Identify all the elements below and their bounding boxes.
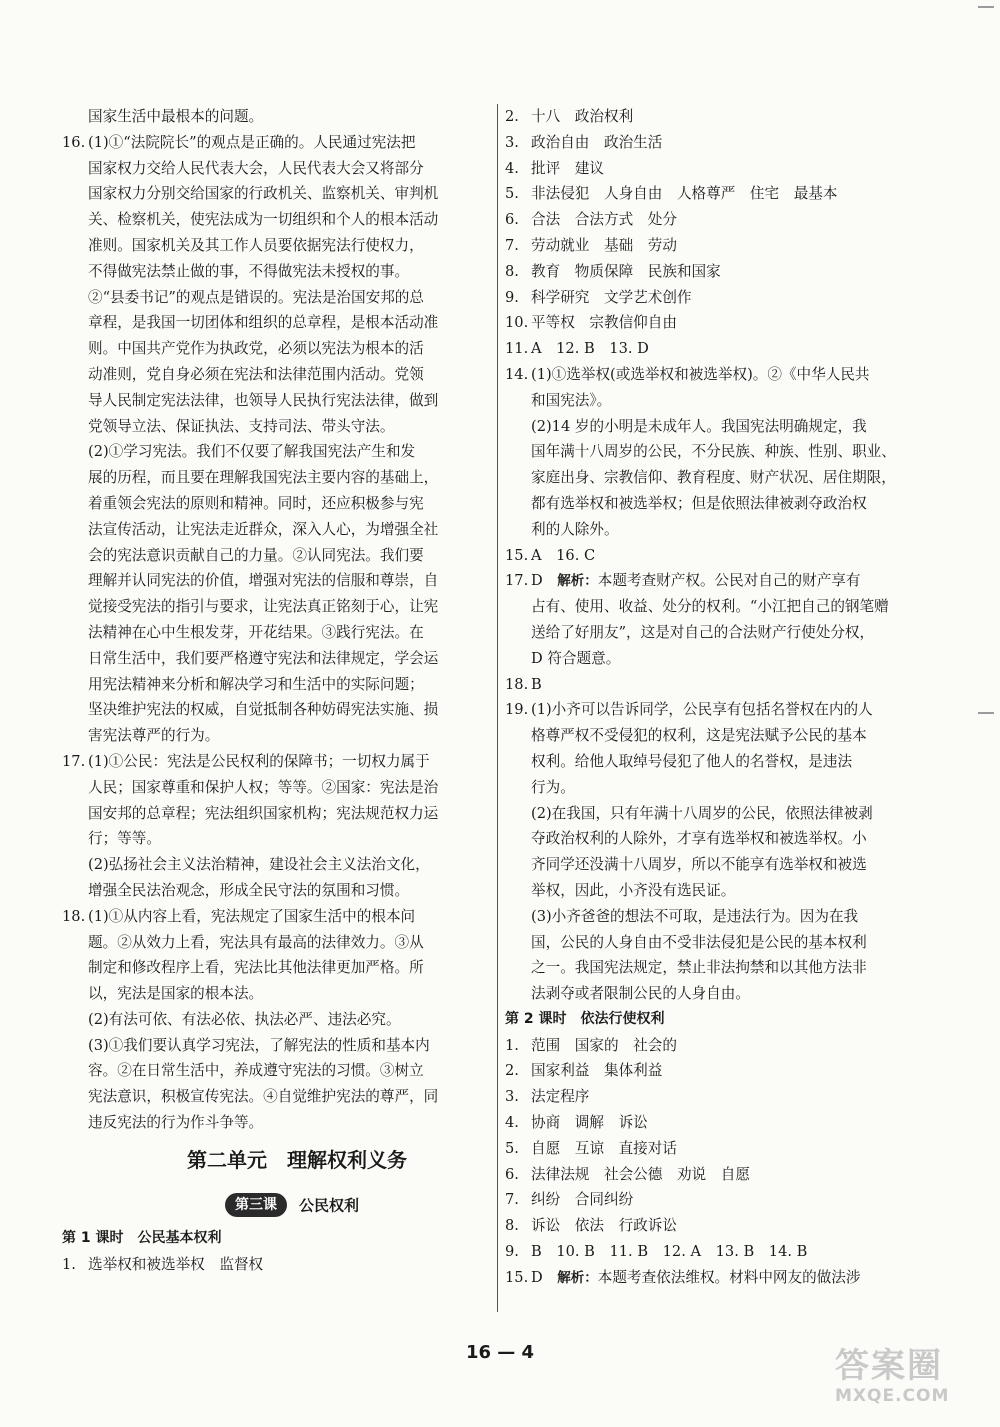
answer-line: 觉接受宪法的指引与要求，让宪法真正铭刻于心，让宪 [88,598,439,616]
question-number: 9. [505,1243,519,1261]
answer-text: (1)①选举权(或选举权和被选举权)。②《中华人民共 [531,365,870,383]
analysis-label: 解析： [557,1269,598,1286]
answer-text: B [531,675,542,693]
answer-item [505,1110,930,1136]
question-number: 1. [62,1255,76,1273]
answer-item [505,1084,930,1110]
answer-line: (3)①我们要认真学习宪法，了解宪法的性质和基本内 [88,1036,430,1054]
answer-text: 选举权和被选举权 监督权 [88,1255,264,1273]
answer-line: 制定和修改程序上看，宪法比其他法律更加严格。所 [88,959,424,977]
answer-text: 十八 政治权利 [531,108,634,125]
answer-item [505,1239,930,1265]
answer-text: 协商 调解 诉讼 [531,1114,648,1132]
answer-line: 国家权力交给人民代表大会，人民代表大会又将部分 [88,159,424,177]
question-number: 6. [505,211,519,229]
answer-item [505,336,930,362]
question-number: 4. [505,159,519,177]
answer-line: (2)有法可依、有法必依、执法必严、违法必究。 [88,1010,401,1028]
answer-text: 本题考查依法维权。材料中网友的做法涉 [597,1268,861,1286]
question-number: 9. [505,288,519,306]
answer-line: 法宣传活动，让宪法走近群众，深入人心，为增强全社 [88,520,439,538]
question-number: 18. [505,675,529,693]
answer-item [62,749,492,775]
answer-line: (2)①学习宪法。我们不仅要了解我国宪法产生和发 [88,443,416,461]
answer-item [505,1136,930,1162]
left-column [62,104,492,1277]
answer-line: 送给了好朋友”，这是对自己的合法财产行使处分权， [531,623,875,641]
answer-line: 家庭出身、宗教信仰、教育程度、财产状况、居住期限， [531,469,896,487]
answer-line: 章程，是我国一切团体和组织的总章程，是根本活动准 [88,314,439,332]
question-number: 3. [505,1088,519,1106]
answer-text: (1)①从内容上看，宪法规定了国家生活中的根本问 [88,907,416,925]
answer-item [505,233,930,259]
edge-crop-mark [978,712,994,726]
answer-line: (2)弘扬社会主义法治精神，建设社会主义法治文化， [88,856,430,874]
question-number: 1. [505,1036,519,1054]
answer-item [505,1213,930,1239]
answer-text: 范围 国家的 社会的 [531,1036,677,1054]
answer-line: ②“县委书记”的观点是错误的。宪法是治国安邦的总 [88,288,424,306]
answer-text: 国家利益 集体利益 [531,1062,663,1080]
answer-line: 国，公民的人身自由不受非法侵犯是公民的基本权利 [531,933,867,951]
answer-line: 夺政治权利的人除外，才享有选举权和被选举权。小 [531,830,867,848]
answer-line: 法精神在心中生根发芽，开花结果。③践行宪法。在 [88,623,424,641]
question-number: 8. [505,262,519,280]
answer-item [505,156,930,182]
answer-text: 劳动就业 基础 劳动 [531,236,677,254]
answer-line: D 符合题意。 [531,649,621,667]
answer-text: A 12. B 13. D [531,340,649,358]
question-number: 5. [505,185,519,203]
answer-text: 诉讼 依法 行政诉讼 [531,1217,677,1235]
answer-text: 教育 物质保障 民族和国家 [531,262,721,280]
answer-text: 法律法规 社会公德 劝说 自愿 [531,1165,750,1183]
answer-text: 科学研究 文学艺术创作 [531,288,692,306]
answer-line: 会的宪法意识贡献自己的力量。②认同宪法。我们要 [88,546,424,564]
question-number: 11. [505,340,529,358]
answer-line: 人民；国家尊重和保护人权；等等。②国家：宪法是治 [88,778,439,796]
answer-line: 都有选举权和被选举权；但是依照法律被剥夺政治权 [531,494,867,512]
answer-item [505,181,930,207]
question-number: 17. [62,752,86,770]
answer-line: 国家生活中最根本的问题。 [88,108,264,125]
answer-line: 行；等等。 [88,830,161,848]
lesson-title: 公民权利 [298,1196,359,1215]
answer-line: 动准则，党自身必须在宪法和法律范围内活动。党领 [88,365,424,383]
period-heading: 第 1 课时 公民基本权利 [62,1229,222,1246]
answer-line: 格尊严权不受侵犯的权利，这是宪法赋予公民的基本 [531,727,867,745]
answer-text: B 10. B 11. B 12. A 13. B 14. B [531,1243,808,1261]
answer-choice: D [531,572,558,590]
answer-line: (2)在我国，只有年满十八周岁的公民，依照法律被剥 [531,804,873,822]
page-number: 16 — 4 [465,1342,535,1363]
question-number: 7. [505,236,519,254]
answer-line: 利的人除外。 [531,520,619,538]
answer-text: 纠纷 合同纠纷 [531,1191,634,1209]
question-number: 16. [62,133,86,151]
question-number: 18. [62,907,86,925]
answer-text: A 16. C [531,546,596,564]
answer-line: 以，宪法是国家的根本法。 [88,985,264,1003]
edge-crop-mark [978,6,994,20]
answer-line: 不得做宪法禁止做的事，不得做宪法未授权的事。 [88,262,410,280]
answer-item [505,362,930,388]
answer-text: 批评 建议 [531,159,604,177]
answer-line: 日常生活中，我们要严格遵守宪法和法律规定，学会运 [88,649,439,667]
answer-line: 行为。 [531,778,575,796]
answer-item [505,1187,930,1213]
question-number: 17. [505,572,529,590]
answer-line: 违反宪法的行为作斗争等。 [88,1114,264,1132]
answer-line: 国年满十八周岁的公民，不分民族、种族、性别、职业、 [531,443,896,461]
analysis-label: 解析： [557,573,598,590]
question-number: 4. [505,1114,519,1132]
watermark-logo [835,1346,985,1418]
answer-text: (1)①公民：宪法是公民权利的保障书；一切权力属于 [88,752,430,770]
watermark-text: 答案圈 [835,1346,943,1386]
answer-item [505,310,930,336]
answer-item [62,130,492,156]
answer-line: 之一。我国宪法规定，禁止非法拘禁和以其他方法非 [531,959,867,977]
answer-line: 害宪法尊严的行为。 [88,727,220,745]
question-number: 2. [505,1062,519,1080]
answer-text: 法定程序 [531,1088,590,1106]
answer-item [505,285,930,311]
question-number: 19. [505,701,529,719]
answer-line: 党领导立法、保证执法、支持司法、带头守法。 [88,417,395,435]
question-number: 7. [505,1191,519,1209]
question-number: 6. [505,1165,519,1183]
answer-line: (2)14 岁的小明是未成年人。我国宪法明确规定，我 [531,417,867,435]
answer-line: (3)小齐爸爸的想法不可取，是违法行为。因为在我 [531,907,859,925]
answer-line: 容。②在日常生活中，养成遵守宪法的习惯。③树立 [88,1062,424,1080]
lesson-heading [62,1184,492,1226]
answer-text: 平等权 宗教信仰自由 [531,314,677,332]
question-number: 5. [505,1139,519,1157]
answer-text: (1)小齐可以告诉同学，公民享有包括名誉权在内的人 [531,701,873,719]
question-number: 15. [505,546,529,564]
answer-item [505,672,930,698]
answer-line: 坚决维护宪法的权威，自觉抵制各种妨碍宪法实施、损 [88,701,439,719]
watermark-url: MXQE.COM [835,1386,950,1406]
answer-line: 题。②从效力上看，宪法具有最高的法律效力。③从 [88,933,424,951]
answer-line: 准则。国家机关及其工作人员要依据宪法行使权力， [88,236,424,254]
answer-line: 用宪法精神来分析和解决学习和生活中的实际问题； [88,675,424,693]
answer-line: 展的历程，而且要在理解我国宪法主要内容的基础上， [88,469,439,487]
answer-line: 国家权力分别交给国家的行政机关、监察机关、审判机 [88,185,439,203]
answer-line: 和国宪法》。 [531,391,612,409]
answer-line: 增强全民法治观念，形成全民守法的氛围和习惯。 [88,881,410,899]
answer-text: 自愿 互谅 直接对话 [531,1139,677,1157]
right-column [505,104,930,1291]
question-number: 14. [505,365,529,383]
answer-item [505,207,930,233]
question-number: 2. [505,108,519,125]
question-number: 3. [505,133,519,151]
answer-line: 占有、使用、收益、处分的权利。“小江把自己的钢笔赠 [531,598,889,616]
answer-text: 政治自由 政治生活 [531,133,663,151]
answer-line: 举权，因此，小齐没有选民证。 [531,881,736,899]
answer-text: 合法 合法方式 处分 [531,211,677,229]
answer-item [505,1265,930,1291]
answer-item [505,259,930,285]
answer-item [505,568,930,594]
question-number: 15. [505,1268,529,1286]
answer-item [505,697,930,723]
answer-line: 导人民制定宪法法律，也领导人民执行宪法法律，做到 [88,391,439,409]
answer-item [505,1162,930,1188]
answer-choice: D [531,1268,558,1286]
answer-text: 本题考查财产权。公民对自己的财产享有 [597,572,861,590]
answer-text: 非法侵犯 人身自由 人格尊严 住宅 最基本 [531,185,838,203]
answer-item [505,1033,930,1059]
answer-line: 关、检察机关，使宪法成为一切组织和个人的根本活动 [88,211,439,229]
answer-item [62,1252,492,1278]
answer-line: 理解并认同宪法的价值，增强对宪法的信服和尊崇，自 [88,572,439,590]
lesson-badge: 第三课 [225,1193,287,1217]
answer-line: 国安邦的总章程；宪法组织国家机构；宪法规范权力运 [88,804,439,822]
answer-line: 着重领会宪法的原则和精神。同时，还应积极参与宪 [88,494,424,512]
answer-item [62,904,492,930]
answer-item [505,130,930,156]
answer-line: 则。中国共产党作为执政党，必须以宪法为根本的活 [88,340,424,358]
column-divider [497,104,498,1312]
question-number: 10. [505,314,529,332]
answer-item [505,543,930,569]
unit-title: 第二单元 理解权利义务 [187,1147,407,1172]
answer-line: 权利。给他人取绰号侵犯了他人的名誉权，是违法 [531,752,853,770]
answer-item [505,1058,930,1084]
answer-line: 齐同学还没满十八周岁，所以不能享有选举权和被选 [531,856,867,874]
answer-text: (1)①“法院院长”的观点是正确的。人民通过宪法把 [88,133,416,151]
period-heading: 第 2 课时 依法行使权利 [505,1010,665,1027]
answer-item [505,104,930,130]
question-number: 8. [505,1217,519,1235]
answer-line: 宪法意识，积极宣传宪法。④自觉维护宪法的尊严，同 [88,1088,439,1106]
answer-line: 法剥夺或者限制公民的人身自由。 [531,985,750,1003]
